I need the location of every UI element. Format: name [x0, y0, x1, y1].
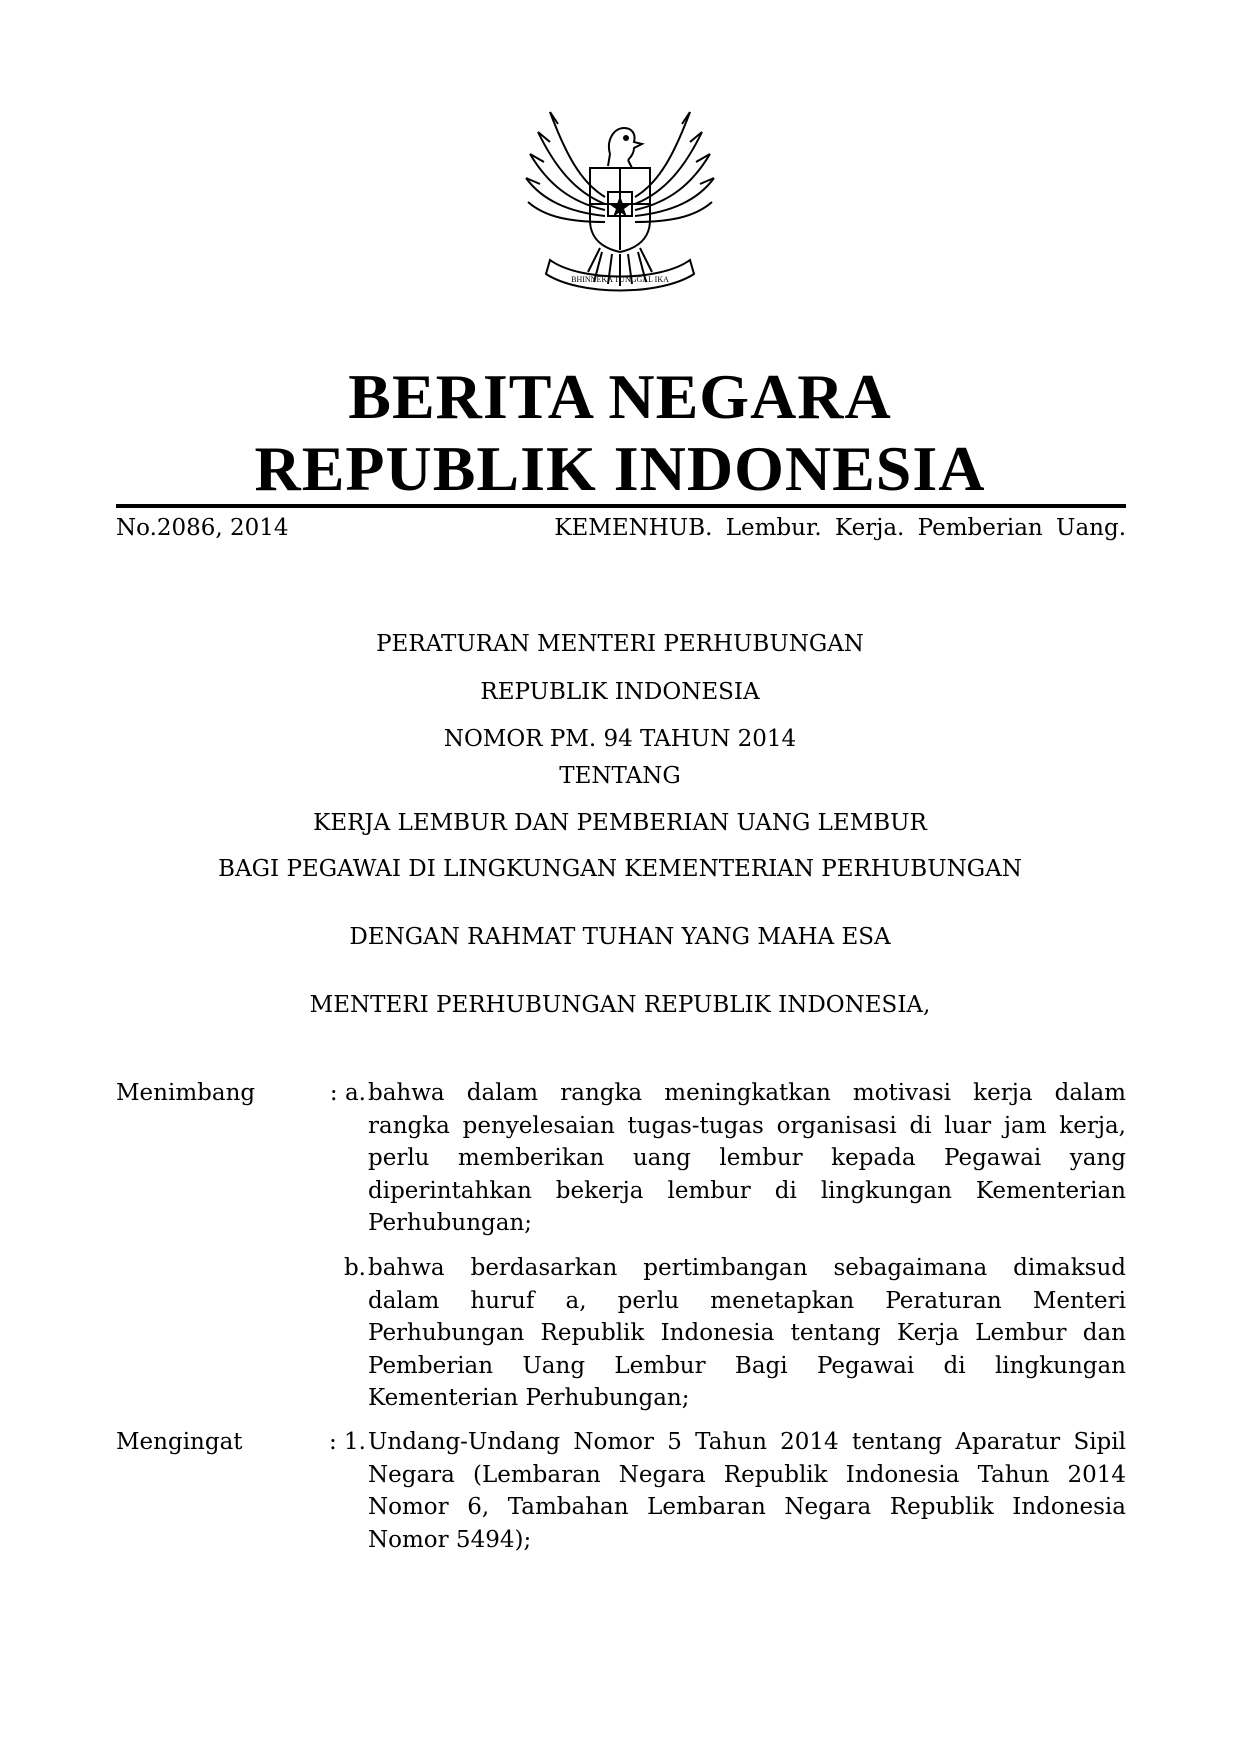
garuda-emblem-icon	[510, 92, 730, 312]
menimbang-item-a-text: bahwa dalam rangka meningkatkan motivasi kerja dalam rangka penyelesaian tugas-tugas organisasi di luar jam kerja, perlu memberikan uang lembur kepada Pegawai yang diperintahkan bekerja lembur di lingkungan Kementerian Perhubungan;	[368, 1080, 1126, 1236]
mengingat-item-1-marker: : 1.	[328, 1429, 366, 1455]
masthead-title-line1: BERITA NEGARA	[348, 361, 892, 432]
regulation-title-line6: BAGI PEGAWAI DI LINGKUNGAN KEMENTERIAN PERHUBUNGAN	[218, 856, 1022, 882]
menimbang-item-b-text: bahwa berdasarkan pertimbangan sebagaimana dimaksud dalam huruf a, perlu menetapkan Peraturan Menteri Perhubungan Republik Indonesia tentang Kerja Lembur dan Pemberian Uang Lembur Bagi Pegawai di lingkungan Kementerian Perhubungan;	[368, 1255, 1126, 1411]
invocation: DENGAN RAHMAT TUHAN YANG MAHA ESA	[349, 924, 891, 950]
regulation-title-line3: NOMOR PM. 94 TAHUN 2014	[443, 726, 797, 752]
menimbang-label: Menimbang	[116, 1080, 256, 1106]
minister-heading: MENTERI PERHUBUNGAN REPUBLIK INDONESIA,	[309, 992, 931, 1018]
mengingat-item-1-text: Undang-Undang Nomor 5 Tahun 2014 tentang Aparatur Sipil Negara (Lembaran Negara Republik Indonesia Tahun 2014 Nomor 6, Tambahan Lembaran Negara Republik Indonesia Nomor 5494);	[368, 1429, 1126, 1553]
svg-text:BHINNEKA TUNGGAL IKA: BHINNEKA TUNGGAL IKA	[571, 275, 669, 284]
regulation-title-line2: REPUBLIK INDONESIA	[480, 679, 760, 705]
mengingat-label: Mengingat	[116, 1429, 243, 1455]
issue-subject: KEMENHUB. Lembur. Kerja. Pemberian Uang.	[554, 515, 1126, 541]
regulation-title-line4: TENTANG	[559, 763, 681, 789]
masthead-divider	[116, 504, 1126, 508]
menimbang-item-b-marker: b.	[343, 1255, 366, 1281]
masthead-title-line2: REPUBLIK INDONESIA	[254, 433, 986, 504]
regulation-title-line1: PERATURAN MENTERI PERHUBUNGAN	[376, 631, 864, 657]
issue-number: No.2086, 2014	[116, 515, 289, 541]
menimbang-item-a-marker: : a.	[329, 1080, 366, 1106]
regulation-title-line5: KERJA LEMBUR DAN PEMBERIAN UANG LEMBUR	[313, 810, 927, 836]
